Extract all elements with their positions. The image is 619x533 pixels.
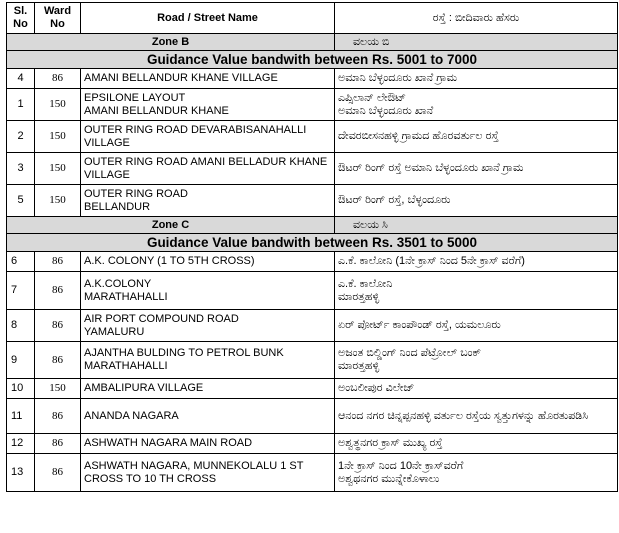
- row-ward-no: 86: [35, 454, 81, 492]
- row-road-name-kannada: [335, 252, 618, 272]
- row-ward-no: 86: [35, 342, 81, 379]
- road-name-line: VILLAGE: [84, 136, 130, 149]
- road-name-kannada-line: ಅಜಂತ ಬಿಲ್ಡಿಂಗ್ ನಿಂದ ಪೆಟ್ರೋಲ್ ಬಂಕ್: [338, 347, 482, 359]
- road-name-line: VILLAGE: [84, 168, 130, 181]
- row-road-name: [81, 121, 335, 153]
- road-name-line: ASHWATH NAGARA, MUNNEKOLALU 1 ST: [84, 459, 304, 472]
- row-road-name: [81, 434, 335, 454]
- road-name-kannada-line: ಆನಂದ ನಗರ ಚಿನ್ನಪ್ಪನಹಳ್ಳಿ ವರ್ತುಲ ರಸ್ತೆಯ ಸ್ವತ್ತುಗಳನ್ನು ಹೊರತುಪಡಿಸಿ: [338, 409, 589, 422]
- road-name-kannada-line: ಅಮಾನಿ ಬೆಳ್ಳಂದೂರು ಖಾನೆ ಗ್ರಾಮ: [338, 72, 458, 84]
- row-ward-no: 86: [35, 434, 81, 454]
- road-name-line: A.K.COLONY: [84, 277, 152, 290]
- zone-b-body: [7, 69, 618, 217]
- table-row: [7, 185, 618, 217]
- row-sl-no: 2: [7, 121, 35, 153]
- zone-c-row: [7, 217, 618, 234]
- row-road-name-kannada: [335, 69, 618, 89]
- road-name-kannada-line: 1ನೇ ಕ್ರಾಸ್ ನಿಂದ 10ನೇ ಕ್ರಾಸ್‌ವರೆಗೆ: [338, 459, 464, 472]
- header-road-name: Road / Street Name: [81, 3, 335, 34]
- table-row: [7, 272, 618, 310]
- road-name-kannada-line: ಮಾರತ್ತಹಳ್ಳಿ: [338, 360, 380, 372]
- row-ward-no: 150: [35, 89, 81, 121]
- zone-c-kannada: ವಲಯ ಸಿ: [335, 217, 618, 234]
- road-name-line: A.K. COLONY (1 TO 5TH CROSS): [84, 255, 255, 267]
- row-road-name-kannada: [335, 434, 618, 454]
- row-ward-no: 150: [35, 153, 81, 185]
- row-road-name-kannada: [335, 454, 618, 492]
- row-ward-no: 86: [35, 69, 81, 89]
- table-row: [7, 69, 618, 89]
- row-road-name-kannada: [335, 379, 618, 399]
- road-name-kannada-line: ಔಟರ್ ರಿಂಗ್ ರಸ್ತೆ ಅಮಾನಿ ಬೆಳ್ಳಂದೂರು ಖಾನೆ ಗ್ರಾಮ: [338, 162, 524, 174]
- table-row: [7, 310, 618, 342]
- road-name-line: AIR PORT COMPOUND ROAD: [84, 312, 239, 325]
- road-name-line: OUTER RING ROAD AMANI BELLADUR KHANE: [84, 155, 328, 168]
- road-name-line: YAMALURU: [84, 325, 145, 338]
- road-name-line: ANANDA NAGARA: [84, 409, 179, 422]
- header-ward-no: Ward No: [35, 3, 81, 34]
- header-road-name-kannada: ರಸ್ತೆ : ಬೀದಿವಾರು ಹೆಸರು: [335, 3, 618, 34]
- table-row: [7, 153, 618, 185]
- row-ward-no: 86: [35, 310, 81, 342]
- road-name-line: AMANI BELLANDUR KHANE VILLAGE: [84, 72, 278, 84]
- road-name-kannada-line: ಎ.ಕೆ. ಕಾಲೋನಿ: [338, 277, 393, 290]
- road-name-kannada-line: ಎಪ್ಸಿಲಾನ್ ಲೇಔಟ್: [338, 91, 406, 104]
- row-sl-no: 1: [7, 89, 35, 121]
- row-sl-no: 5: [7, 185, 35, 217]
- road-name-line: OUTER RING ROAD: [84, 187, 188, 200]
- zone-c-body: [7, 252, 618, 492]
- row-sl-no: 3: [7, 153, 35, 185]
- table-row: [7, 379, 618, 399]
- row-sl-no: 13: [7, 454, 35, 492]
- table-row: [7, 454, 618, 492]
- row-ward-no: 150: [35, 121, 81, 153]
- zone-b-band-row: [7, 51, 618, 69]
- row-road-name-kannada: [335, 185, 618, 217]
- row-road-name: [81, 185, 335, 217]
- row-road-name-kannada: [335, 399, 618, 434]
- row-sl-no: 11: [7, 399, 35, 434]
- row-sl-no: 6: [7, 252, 35, 272]
- row-road-name: [81, 310, 335, 342]
- zone-b-kannada: ವಲಯ ಬಿ: [335, 34, 618, 51]
- row-road-name-kannada: [335, 89, 618, 121]
- row-sl-no: 8: [7, 310, 35, 342]
- road-name-line: EPSILONE LAYOUT: [84, 91, 186, 104]
- road-name-line: AJANTHA BULDING TO PETROL BUNK: [84, 347, 284, 359]
- row-road-name-kannada: [335, 342, 618, 379]
- zone-b-label: Zone B: [7, 34, 335, 51]
- row-road-name: [81, 399, 335, 434]
- road-name-kannada-line: ಅಂಬಲೀಪುರ ವಿಲೇಜ್: [338, 382, 415, 394]
- header-sl-no: Sl. No: [7, 3, 35, 34]
- table-row: [7, 89, 618, 121]
- row-sl-no: 4: [7, 69, 35, 89]
- zone-c-label: Zone C: [7, 217, 335, 234]
- road-name-line: BELLANDUR: [84, 200, 151, 213]
- row-road-name-kannada: [335, 272, 618, 310]
- row-road-name-kannada: [335, 153, 618, 185]
- road-name-kannada-line: ಏರ್ ಪೋರ್ಟ್ ಕಾಂಪೌಂಡ್ ರಸ್ತೆ, ಯಮಲೂರು: [338, 319, 501, 331]
- road-name-kannada-line: ಮಾರತ್ತಹಳ್ಳಿ: [338, 290, 380, 303]
- road-name-kannada-line: ದೇವರಬೀಸನಹಳ್ಳಿ ಗ್ರಾಮದ ಹೊರವರ್ತುಲ ರಸ್ತೆ: [338, 130, 499, 142]
- zone-b-row: [7, 34, 618, 51]
- row-road-name-kannada: [335, 310, 618, 342]
- row-ward-no: 150: [35, 379, 81, 399]
- road-name-kannada-line: ಅಮಾನಿ ಬೆಳ್ಳಂದೂರು ಖಾನೆ: [338, 104, 434, 117]
- row-road-name: [81, 252, 335, 272]
- row-road-name: [81, 379, 335, 399]
- row-ward-no: 86: [35, 272, 81, 310]
- zone-b-band: Guidance Value bandwith between Rs. 5001 to 7000: [7, 51, 618, 69]
- road-name-line: OUTER RING ROAD DEVARABISANAHALLI: [84, 123, 307, 136]
- table-row: [7, 121, 618, 153]
- table-row: [7, 399, 618, 434]
- row-road-name: [81, 272, 335, 310]
- row-ward-no: 86: [35, 399, 81, 434]
- row-sl-no: 9: [7, 342, 35, 379]
- road-name-kannada-line: ಎ.ಕೆ. ಕಾಲೋನಿ (1ನೇ ಕ್ರಾಸ್ ನಿಂದ 5ನೇ ಕ್ರಾಸ್ ವರೆಗೆ): [338, 255, 525, 267]
- road-name-line: MARATHAHALLI: [84, 290, 168, 303]
- road-name-line: ASHWATH NAGARA MAIN ROAD: [84, 437, 253, 449]
- row-road-name: [81, 153, 335, 185]
- table-row: [7, 252, 618, 272]
- zone-c-band-row: [7, 234, 618, 252]
- row-road-name: [81, 89, 335, 121]
- road-name-kannada-line: ಅಶ್ವತ್ಥನಗರ ಕ್ರಾಸ್ ಮುಖ್ಯ ರಸ್ತೆ: [338, 437, 443, 449]
- row-road-name: [81, 454, 335, 492]
- table-row: [7, 434, 618, 454]
- road-name-line: CROSS TO 10 TH CROSS: [84, 472, 217, 485]
- row-sl-no: 10: [7, 379, 35, 399]
- road-name-line: AMANI BELLANDUR KHANE: [84, 104, 229, 117]
- row-road-name-kannada: [335, 121, 618, 153]
- row-road-name: [81, 342, 335, 379]
- row-ward-no: 150: [35, 185, 81, 217]
- road-name-kannada-line: ಅಶ್ವಥನಗರ ಮುನ್ನೇಕೊಳಾಲು: [338, 472, 440, 485]
- road-name-line: MARATHAHALLI: [84, 360, 168, 372]
- guidance-value-table: [6, 2, 618, 492]
- row-road-name: [81, 69, 335, 89]
- table-header-row: [7, 3, 618, 34]
- road-name-kannada-line: ಔಟರ್ ರಿಂಗ್ ರಸ್ತೆ, ಬೆಳ್ಳಂದೂರು: [338, 194, 451, 206]
- table-row: [7, 342, 618, 379]
- row-sl-no: 12: [7, 434, 35, 454]
- row-ward-no: 86: [35, 252, 81, 272]
- road-name-line: AMBALIPURA VILLAGE: [84, 382, 204, 394]
- row-sl-no: 7: [7, 272, 35, 310]
- zone-c-band: Guidance Value bandwith between Rs. 3501 to 5000: [7, 234, 618, 252]
